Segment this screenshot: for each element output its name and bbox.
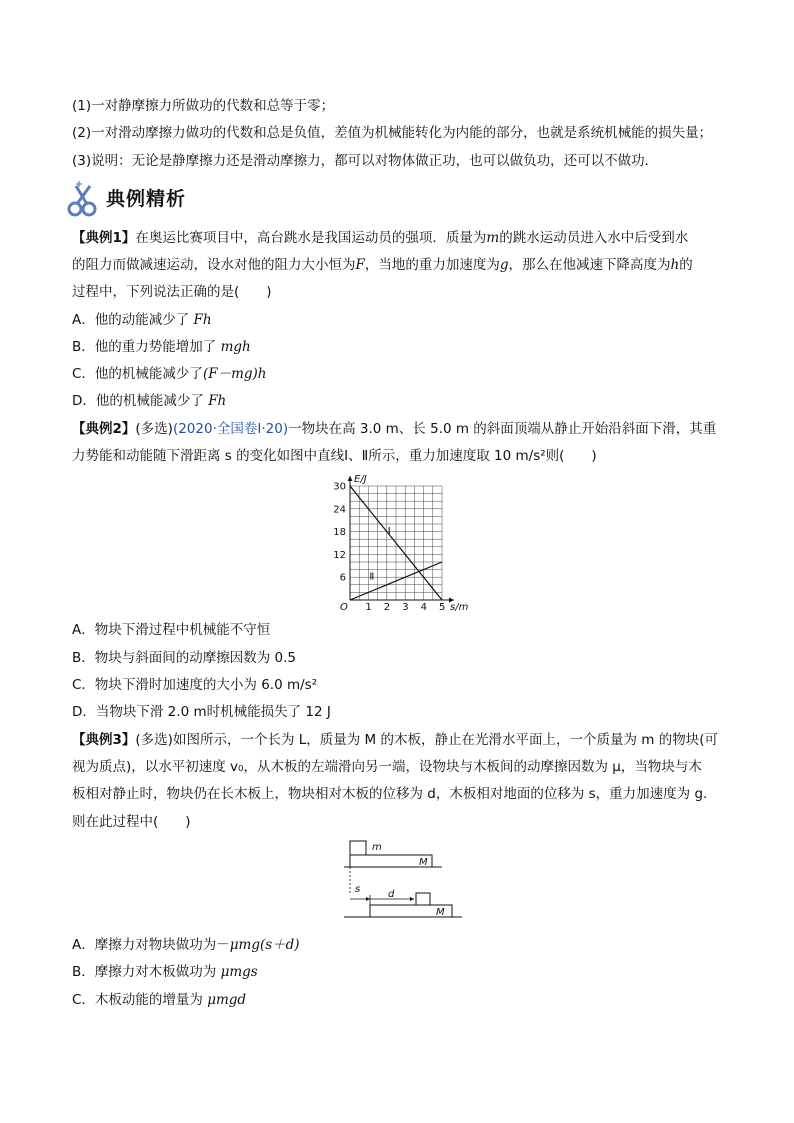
series-label-1: Ⅰ: [387, 525, 391, 537]
example3-option-b: B．摩擦力对木板做功为 μmgs: [72, 964, 258, 980]
example3-line1: 【典例3】(多选)如图所示，一个长为 L，质量为 M 的木板，静止在光滑水平面上，一个质量为 m 的物块(可: [72, 732, 718, 748]
example2-source: (2020·全国卷Ⅰ·20): [172, 421, 289, 437]
example1-option-d: D．他的机械能减少了 Fh: [72, 393, 227, 409]
note-2: (2)一对滑动摩擦力做功的代数和总是负值，差值为机械能转化为内能的部分，也就是系统机械能的损失量；: [72, 125, 713, 141]
block-bottom: [416, 893, 430, 905]
x-axis-label: s/m: [450, 602, 468, 613]
y-tick-label: 6: [339, 572, 346, 584]
label-s: s: [355, 884, 361, 895]
origin-label: O: [340, 602, 348, 613]
x-tick-label: 1: [365, 602, 372, 613]
x-tick-label: 4: [420, 602, 427, 613]
example2-option-c: C．物块下滑时加速度的大小为 6.0 m/s²: [72, 677, 318, 693]
example1-tag: 【典例1】: [72, 230, 136, 246]
example2-option-a: A．物块下滑过程中机械能不守恒: [72, 622, 271, 638]
example2-tag: 【典例2】: [72, 421, 136, 437]
example3-option-a: A．摩擦力对物块做功为－μmg(s＋d): [72, 937, 300, 953]
y-tick-label: 18: [333, 527, 346, 539]
example1-option-c: C．他的机械能减少了(F－mg)h: [72, 366, 267, 382]
x-tick-label: 2: [383, 602, 391, 613]
section-title-text: 典例精析: [106, 188, 187, 210]
y-tick-label: 24: [333, 504, 346, 516]
label-d: d: [388, 889, 395, 900]
series-label-2: Ⅱ: [369, 571, 375, 583]
y-axis-label: E/J: [354, 474, 367, 485]
example3-option-c: C．木板动能的增量为 μmgd: [72, 992, 247, 1008]
example1-option-a: A．他的动能减少了 Fh: [72, 312, 212, 328]
note-3: (3)说明：无论是静摩擦力还是滑动摩擦力，都可以对物体做正功，也可以做负功，还可以不做功．: [72, 153, 659, 169]
example3-line2: 视为质点)，以水平初速度 v₀，从木板的左端滑向另一端，设物块与木板间的动摩擦因数为 μ，当物块与木: [72, 759, 702, 775]
note-1: (1)一对静摩擦力所做功的代数和总等于零；: [72, 98, 335, 114]
board-block-diagram: [340, 837, 470, 927]
example2-option-b: B．物块与斜面间的动摩擦因数为 0.5: [72, 650, 297, 666]
y-tick-label: 12: [333, 549, 346, 561]
example2-line1: 【典例2】(多选)(2020·全国卷Ⅰ·20)一物块在高 3.0 m、长 5.0 m 的斜面顶端从静止开始沿斜面下滑，其重: [72, 421, 717, 437]
label-m: m: [372, 842, 382, 853]
example3-tag: 【典例3】: [72, 732, 136, 748]
example2-line2: 力势能和动能随下滑距离 s 的变化如图中直线Ⅰ、Ⅱ所示，重力加速度取 10 m/s²则( ): [72, 448, 597, 464]
block-top: [350, 841, 366, 855]
dividers-icon: [66, 178, 106, 218]
energy-chart: [318, 473, 468, 613]
example1-option-b: B．他的重力势能增加了 mgh: [72, 339, 251, 355]
label-M-top: M: [419, 857, 428, 868]
x-tick-label: 3: [402, 602, 409, 613]
example1-line2: 的阻力而做减速运动，设水对他的阻力大小恒为F，当地的重力加速度为g，那么在他减速下降高度为h的: [72, 257, 693, 273]
label-M-bottom: M: [436, 907, 445, 918]
y-axis-arrow: [348, 476, 353, 481]
example1-line1: 【典例1】在奥运比赛项目中，高台跳水是我国运动员的强项．质量为m的跳水运动员进入水中后受到水: [72, 230, 689, 246]
x-tick-label: 5: [439, 602, 446, 613]
y-tick-label: 30: [333, 481, 346, 493]
example2-option-d: D．当物块下滑 2.0 m时机械能损失了 12 J: [72, 704, 331, 720]
example3-line4: 则在此过程中( ): [72, 814, 191, 830]
example3-line3: 板相对静止时，物块仍在长木板上，物块相对木板的位移为 d，木板相对地面的位移为 s，重力加速度为 g.: [72, 786, 708, 802]
example1-line3: 过程中，下列说法正确的是( ): [72, 284, 272, 300]
